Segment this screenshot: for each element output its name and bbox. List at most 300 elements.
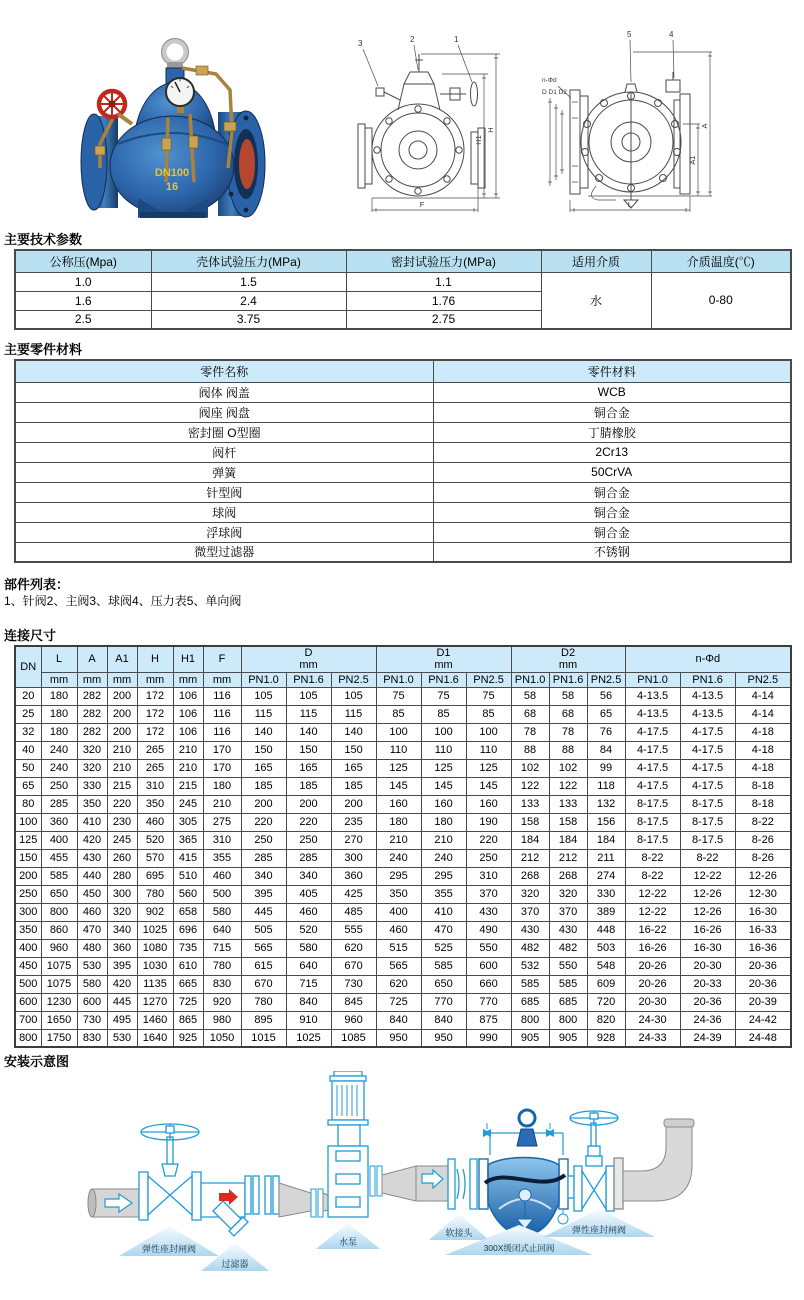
table-cell: 12-26 bbox=[735, 867, 791, 885]
table-cell: 200 bbox=[15, 867, 41, 885]
table-row bbox=[15, 402, 791, 422]
table-cell: 530 bbox=[107, 1029, 137, 1047]
group-unit: mm bbox=[434, 659, 453, 672]
table-cell: 211 bbox=[587, 849, 625, 867]
table-cell: 610 bbox=[173, 957, 203, 975]
dimensions-title: 连接尺寸 bbox=[4, 628, 57, 643]
table-cell: 116 bbox=[203, 723, 241, 741]
table-cell: 158 bbox=[511, 813, 549, 831]
table-cell: 100 bbox=[376, 723, 421, 741]
table-row bbox=[15, 522, 791, 542]
table-cell: 865 bbox=[173, 1011, 203, 1029]
outlet-elbow bbox=[623, 1119, 694, 1201]
table-cell: 658 bbox=[173, 903, 203, 921]
table-cell: 145 bbox=[466, 777, 511, 795]
table-cell: 133 bbox=[549, 795, 587, 813]
table-cell: 1015 bbox=[241, 1029, 286, 1047]
table-cell: 580 bbox=[286, 939, 331, 957]
table-cell: 210 bbox=[107, 741, 137, 759]
table-cell: 150 bbox=[286, 741, 331, 759]
table-cell: 425 bbox=[331, 885, 376, 903]
table-row bbox=[15, 687, 791, 705]
dim-label-l: L bbox=[627, 200, 633, 209]
table-cell: 58 bbox=[549, 687, 587, 705]
table-cell: 160 bbox=[421, 795, 466, 813]
table-cell: 8-18 bbox=[735, 777, 791, 795]
table-cell: 110 bbox=[466, 741, 511, 759]
table-cell: 420 bbox=[77, 831, 107, 849]
table-cell: 铜合金 bbox=[433, 502, 791, 522]
col-group-d1 bbox=[376, 646, 511, 672]
dim-label-nphid: n-Φd bbox=[542, 77, 557, 84]
table-cell: 905 bbox=[511, 1029, 549, 1047]
table-cell: 4-17.5 bbox=[625, 777, 680, 795]
table-cell: 420 bbox=[107, 975, 137, 993]
table-cell: 902 bbox=[137, 903, 173, 921]
table-cell: 2Cr13 bbox=[433, 442, 791, 462]
product-photo bbox=[78, 26, 273, 222]
table-cell: 480 bbox=[77, 939, 107, 957]
unit-header: mm bbox=[173, 672, 203, 687]
table-cell: 微型过滤器 bbox=[15, 542, 433, 562]
table-cell: 100 bbox=[466, 723, 511, 741]
table-cell: 80 bbox=[15, 795, 41, 813]
table-cell: 960 bbox=[331, 1011, 376, 1029]
tech-params-table bbox=[14, 249, 792, 330]
col-header-dn: DN bbox=[15, 646, 41, 687]
table-cell: 820 bbox=[587, 1011, 625, 1029]
table-row bbox=[15, 422, 791, 442]
table-cell: 550 bbox=[549, 957, 587, 975]
table-cell: 250 bbox=[41, 777, 77, 795]
table-cell: 320 bbox=[107, 903, 137, 921]
table-cell: 1.5 bbox=[151, 272, 346, 291]
table-cell: 125 bbox=[15, 831, 41, 849]
table-row bbox=[15, 939, 791, 957]
table-cell: 50CrVA bbox=[433, 462, 791, 482]
gate-valve-right bbox=[568, 1111, 623, 1211]
unit-header: mm bbox=[77, 672, 107, 687]
table-cell: 840 bbox=[421, 1011, 466, 1029]
table-cell: 20-36 bbox=[735, 975, 791, 993]
table-cell: 1.1 bbox=[346, 272, 541, 291]
table-cell: 8-17.5 bbox=[680, 813, 735, 831]
table-cell: 520 bbox=[286, 921, 331, 939]
tech-header-row bbox=[15, 250, 791, 272]
table-cell: 145 bbox=[376, 777, 421, 795]
table-cell: 250 bbox=[286, 831, 331, 849]
table-cell: 16-26 bbox=[680, 921, 735, 939]
table-cell: 532 bbox=[511, 957, 549, 975]
table-cell: 阀座 阀盘 bbox=[15, 402, 433, 422]
label-gate-valve-right: 弹性座封闸阀 bbox=[571, 1225, 627, 1235]
table-cell: 58 bbox=[511, 687, 549, 705]
table-cell: 770 bbox=[466, 993, 511, 1011]
table-row bbox=[15, 831, 791, 849]
table-cell: 2.5 bbox=[15, 310, 151, 329]
col-header: 适用介质 bbox=[541, 250, 651, 272]
table-cell: 800 bbox=[511, 1011, 549, 1029]
table-cell: 520 bbox=[137, 831, 173, 849]
table-cell: 665 bbox=[173, 975, 203, 993]
table-cell: 670 bbox=[241, 975, 286, 993]
table-cell: 106 bbox=[173, 687, 203, 705]
table-cell: 4-18 bbox=[735, 759, 791, 777]
table-cell: 3.75 bbox=[151, 310, 346, 329]
table-cell: 140 bbox=[286, 723, 331, 741]
table-cell: 针型阀 bbox=[15, 482, 433, 502]
pn-header: PN1.0 bbox=[241, 672, 286, 687]
table-cell: 640 bbox=[286, 957, 331, 975]
table-cell: 50 bbox=[15, 759, 41, 777]
dims-header-row-1 bbox=[15, 646, 791, 672]
table-cell: 8-26 bbox=[735, 831, 791, 849]
tech-params-title: 主要技术参数 bbox=[4, 232, 83, 247]
unit-header: mm bbox=[203, 672, 241, 687]
table-cell: 1460 bbox=[137, 1011, 173, 1029]
table-cell: 268 bbox=[549, 867, 587, 885]
table-cell: 460 bbox=[286, 903, 331, 921]
table-cell: 350 bbox=[15, 921, 41, 939]
label-gate-valve-left: 弹性座封闸阀 bbox=[141, 1244, 197, 1254]
table-cell: 780 bbox=[137, 885, 173, 903]
table-cell: 305 bbox=[173, 813, 203, 831]
table-cell: 210 bbox=[203, 795, 241, 813]
part-label-5: 5 bbox=[627, 30, 632, 39]
table-cell: 615 bbox=[241, 957, 286, 975]
table-row bbox=[15, 723, 791, 741]
table-cell: 4-13.5 bbox=[625, 687, 680, 705]
table-cell: 609 bbox=[587, 975, 625, 993]
table-cell: 265 bbox=[137, 741, 173, 759]
table-cell: 185 bbox=[286, 777, 331, 795]
table-cell: 715 bbox=[203, 939, 241, 957]
table-cell: 910 bbox=[286, 1011, 331, 1029]
col-header: 壳体试验压力(MPa) bbox=[151, 250, 346, 272]
table-cell: 106 bbox=[173, 705, 203, 723]
table-cell: 8-18 bbox=[735, 795, 791, 813]
table-cell: 525 bbox=[421, 939, 466, 957]
table-cell: 156 bbox=[587, 813, 625, 831]
table-cell: 180 bbox=[203, 777, 241, 795]
part-label-2: 2 bbox=[410, 35, 415, 44]
table-cell: 200 bbox=[241, 795, 286, 813]
table-cell: 925 bbox=[173, 1029, 203, 1047]
table-cell: 184 bbox=[587, 831, 625, 849]
table-cell: 460 bbox=[137, 813, 173, 831]
table-cell: 950 bbox=[421, 1029, 466, 1047]
table-cell: 145 bbox=[421, 777, 466, 795]
table-cell: 105 bbox=[286, 687, 331, 705]
table-cell: 116 bbox=[203, 705, 241, 723]
pn-header: PN1.0 bbox=[625, 672, 680, 687]
table-cell: 250 bbox=[241, 831, 286, 849]
table-cell: 715 bbox=[286, 975, 331, 993]
table-cell: 445 bbox=[107, 993, 137, 1011]
materials-title: 主要零件材料 bbox=[4, 342, 83, 357]
table-cell: 875 bbox=[466, 1011, 511, 1029]
table-cell: 230 bbox=[107, 813, 137, 831]
table-cell: 990 bbox=[466, 1029, 511, 1047]
table-cell: 585 bbox=[511, 975, 549, 993]
table-cell: 310 bbox=[466, 867, 511, 885]
table-cell: 65 bbox=[587, 705, 625, 723]
table-cell: 555 bbox=[331, 921, 376, 939]
table-cell: 20-26 bbox=[625, 957, 680, 975]
table-cell: 389 bbox=[587, 903, 625, 921]
table-cell: 355 bbox=[203, 849, 241, 867]
col-header: 介质温度(℃) bbox=[651, 250, 791, 272]
table-cell: 275 bbox=[203, 813, 241, 831]
table-cell: 20-33 bbox=[680, 975, 735, 993]
table-cell: 1075 bbox=[41, 975, 77, 993]
table-cell: 355 bbox=[421, 885, 466, 903]
table-cell: 505 bbox=[241, 921, 286, 939]
table-cell: 370 bbox=[549, 903, 587, 921]
table-row bbox=[15, 1029, 791, 1047]
dim-label-d-group: D D1 D2 bbox=[542, 89, 567, 96]
parts-list-title: 部件列表： bbox=[4, 577, 70, 592]
table-cell: 445 bbox=[241, 903, 286, 921]
table-cell: 460 bbox=[77, 903, 107, 921]
table-cell: 600 bbox=[77, 993, 107, 1011]
table-cell: 220 bbox=[107, 795, 137, 813]
table-cell: 铜合金 bbox=[433, 402, 791, 422]
table-cell: 1650 bbox=[41, 1011, 77, 1029]
table-cell: 245 bbox=[173, 795, 203, 813]
table-row bbox=[15, 795, 791, 813]
col-header: A1 bbox=[107, 646, 137, 672]
table-cell: 310 bbox=[203, 831, 241, 849]
table-cell: 20-36 bbox=[735, 957, 791, 975]
pn-header: PN1.0 bbox=[511, 672, 549, 687]
table-cell: 430 bbox=[466, 903, 511, 921]
table-cell: 24-36 bbox=[680, 1011, 735, 1029]
table-cell: 725 bbox=[173, 993, 203, 1011]
table-cell: 球阀 bbox=[15, 502, 433, 522]
table-cell: 210 bbox=[376, 831, 421, 849]
table-cell: 16-36 bbox=[735, 939, 791, 957]
table-cell: 185 bbox=[241, 777, 286, 795]
eye-ring-icon bbox=[162, 39, 189, 71]
table-cell: 720 bbox=[587, 993, 625, 1011]
table-cell: 172 bbox=[137, 723, 173, 741]
table-cell: 660 bbox=[466, 975, 511, 993]
table-cell: 240 bbox=[41, 741, 77, 759]
pn-header: PN2.5 bbox=[735, 672, 791, 687]
table-cell: 115 bbox=[286, 705, 331, 723]
table-cell: 560 bbox=[173, 885, 203, 903]
table-cell: 430 bbox=[77, 849, 107, 867]
table-cell: 530 bbox=[77, 957, 107, 975]
col-header: A bbox=[77, 646, 107, 672]
table-cell: 895 bbox=[241, 1011, 286, 1029]
table-cell: 515 bbox=[376, 939, 421, 957]
photo-pn-text: 16 bbox=[165, 181, 179, 193]
table-cell: 190 bbox=[466, 813, 511, 831]
table-cell: 490 bbox=[466, 921, 511, 939]
eye-ring-icon bbox=[519, 1110, 535, 1126]
dims-header-row-2 bbox=[15, 672, 791, 687]
table-cell: 4-18 bbox=[735, 723, 791, 741]
unit-header: mm bbox=[107, 672, 137, 687]
dim-label-h1: H1 bbox=[474, 135, 483, 145]
table-cell: 24-33 bbox=[625, 1029, 680, 1047]
table-cell: 4-14 bbox=[735, 687, 791, 705]
table-cell: 1640 bbox=[137, 1029, 173, 1047]
table-cell: 75 bbox=[421, 687, 466, 705]
table-cell: 405 bbox=[286, 885, 331, 903]
table-cell: 285 bbox=[286, 849, 331, 867]
table-cell: 78 bbox=[549, 723, 587, 741]
table-cell: 270 bbox=[331, 831, 376, 849]
table-cell: 20-39 bbox=[735, 993, 791, 1011]
table-cell: 1080 bbox=[137, 939, 173, 957]
table-cell: 122 bbox=[511, 777, 549, 795]
table-cell: 800 bbox=[41, 903, 77, 921]
side-view-drawing bbox=[538, 28, 720, 220]
table-cell: 200 bbox=[107, 687, 137, 705]
pn-header: PN1.6 bbox=[286, 672, 331, 687]
dimensions-table bbox=[14, 645, 792, 1048]
table-cell: 1030 bbox=[137, 957, 173, 975]
table-cell: 585 bbox=[421, 957, 466, 975]
table-cell: 780 bbox=[241, 993, 286, 1011]
table-cell: WCB bbox=[433, 382, 791, 402]
table-row bbox=[15, 542, 791, 562]
table-cell: 118 bbox=[587, 777, 625, 795]
table-cell: 210 bbox=[173, 741, 203, 759]
table-cell: 240 bbox=[421, 849, 466, 867]
table-cell: 830 bbox=[77, 1029, 107, 1047]
table-cell: 265 bbox=[137, 759, 173, 777]
water-pump bbox=[328, 1071, 368, 1217]
table-cell: 165 bbox=[286, 759, 331, 777]
table-cell: 830 bbox=[203, 975, 241, 993]
table-cell: 450 bbox=[15, 957, 41, 975]
table-cell: 106 bbox=[173, 723, 203, 741]
table-cell: 210 bbox=[173, 759, 203, 777]
medium-cell: 水 bbox=[541, 272, 651, 329]
table-cell: 700 bbox=[15, 1011, 41, 1029]
table-cell: 295 bbox=[376, 867, 421, 885]
table-cell: 235 bbox=[331, 813, 376, 831]
table-cell: 1085 bbox=[331, 1029, 376, 1047]
table-row bbox=[15, 957, 791, 975]
table-cell: 150 bbox=[15, 849, 41, 867]
table-cell: 65 bbox=[15, 777, 41, 795]
col-header: 零件材料 bbox=[433, 360, 791, 382]
table-cell: 116 bbox=[203, 687, 241, 705]
table-cell: 800 bbox=[549, 1011, 587, 1029]
table-cell: 1025 bbox=[137, 921, 173, 939]
table-cell: 1.0 bbox=[15, 272, 151, 291]
table-cell: 282 bbox=[77, 723, 107, 741]
table-cell: 250 bbox=[466, 849, 511, 867]
table-cell: 245 bbox=[107, 831, 137, 849]
table-cell: 800 bbox=[15, 1029, 41, 1047]
label-check-valve: 300X缓闭式止回阀 bbox=[483, 1243, 555, 1253]
table-cell: 295 bbox=[421, 867, 466, 885]
table-cell: 370 bbox=[466, 885, 511, 903]
table-cell: 4-17.5 bbox=[625, 741, 680, 759]
table-cell: 350 bbox=[137, 795, 173, 813]
table-cell: 240 bbox=[41, 759, 77, 777]
table-cell: 268 bbox=[511, 867, 549, 885]
table-cell: 395 bbox=[241, 885, 286, 903]
table-cell: 1.76 bbox=[346, 291, 541, 310]
pn-header: PN2.5 bbox=[587, 672, 625, 687]
table-cell: 960 bbox=[41, 939, 77, 957]
col-header: H1 bbox=[173, 646, 203, 672]
table-cell: 550 bbox=[466, 939, 511, 957]
table-cell: 920 bbox=[203, 993, 241, 1011]
table-cell: 220 bbox=[286, 813, 331, 831]
table-row bbox=[15, 462, 791, 482]
table-cell: 485 bbox=[331, 903, 376, 921]
table-cell: 210 bbox=[107, 759, 137, 777]
table-cell: 150 bbox=[241, 741, 286, 759]
table-cell: 105 bbox=[241, 687, 286, 705]
table-cell: 132 bbox=[587, 795, 625, 813]
table-cell: 88 bbox=[549, 741, 587, 759]
table-cell: 180 bbox=[41, 705, 77, 723]
table-cell: 470 bbox=[77, 921, 107, 939]
table-row bbox=[15, 885, 791, 903]
table-row bbox=[15, 867, 791, 885]
group-unit: mm bbox=[299, 659, 318, 672]
table-cell: 8-22 bbox=[625, 867, 680, 885]
discharge-pipe bbox=[370, 1166, 448, 1201]
table-cell: 360 bbox=[331, 867, 376, 885]
table-cell: 730 bbox=[331, 975, 376, 993]
table-cell: 20-30 bbox=[625, 993, 680, 1011]
table-cell: 220 bbox=[241, 813, 286, 831]
table-cell: 395 bbox=[107, 957, 137, 975]
table-cell: 12-22 bbox=[625, 903, 680, 921]
pn-header: PN1.0 bbox=[376, 672, 421, 687]
table-row bbox=[15, 1011, 791, 1029]
table-cell: 158 bbox=[549, 813, 587, 831]
table-cell: 180 bbox=[41, 687, 77, 705]
table-cell: 500 bbox=[203, 885, 241, 903]
table-cell: 8-22 bbox=[680, 849, 735, 867]
table-cell: 180 bbox=[376, 813, 421, 831]
dim-label-f: F bbox=[419, 200, 425, 209]
table-cell: 200 bbox=[286, 795, 331, 813]
table-cell: 310 bbox=[137, 777, 173, 795]
table-cell: 980 bbox=[203, 1011, 241, 1029]
table-cell: 125 bbox=[376, 759, 421, 777]
table-cell: 640 bbox=[203, 921, 241, 939]
table-cell: 320 bbox=[77, 741, 107, 759]
table-cell: 160 bbox=[466, 795, 511, 813]
table-cell: 4-17.5 bbox=[680, 723, 735, 741]
table-cell: 415 bbox=[173, 849, 203, 867]
table-cell: 200 bbox=[107, 705, 137, 723]
temperature-cell: 0-80 bbox=[651, 272, 791, 329]
table-cell: 75 bbox=[466, 687, 511, 705]
table-cell: 4-13.5 bbox=[625, 705, 680, 723]
table-cell: 12-26 bbox=[680, 903, 735, 921]
table-cell: 24-42 bbox=[735, 1011, 791, 1029]
table-cell: 565 bbox=[241, 939, 286, 957]
table-cell: 695 bbox=[137, 867, 173, 885]
table-cell: 185 bbox=[331, 777, 376, 795]
table-cell: 730 bbox=[77, 1011, 107, 1029]
table-cell: 845 bbox=[331, 993, 376, 1011]
table-cell: 600 bbox=[466, 957, 511, 975]
